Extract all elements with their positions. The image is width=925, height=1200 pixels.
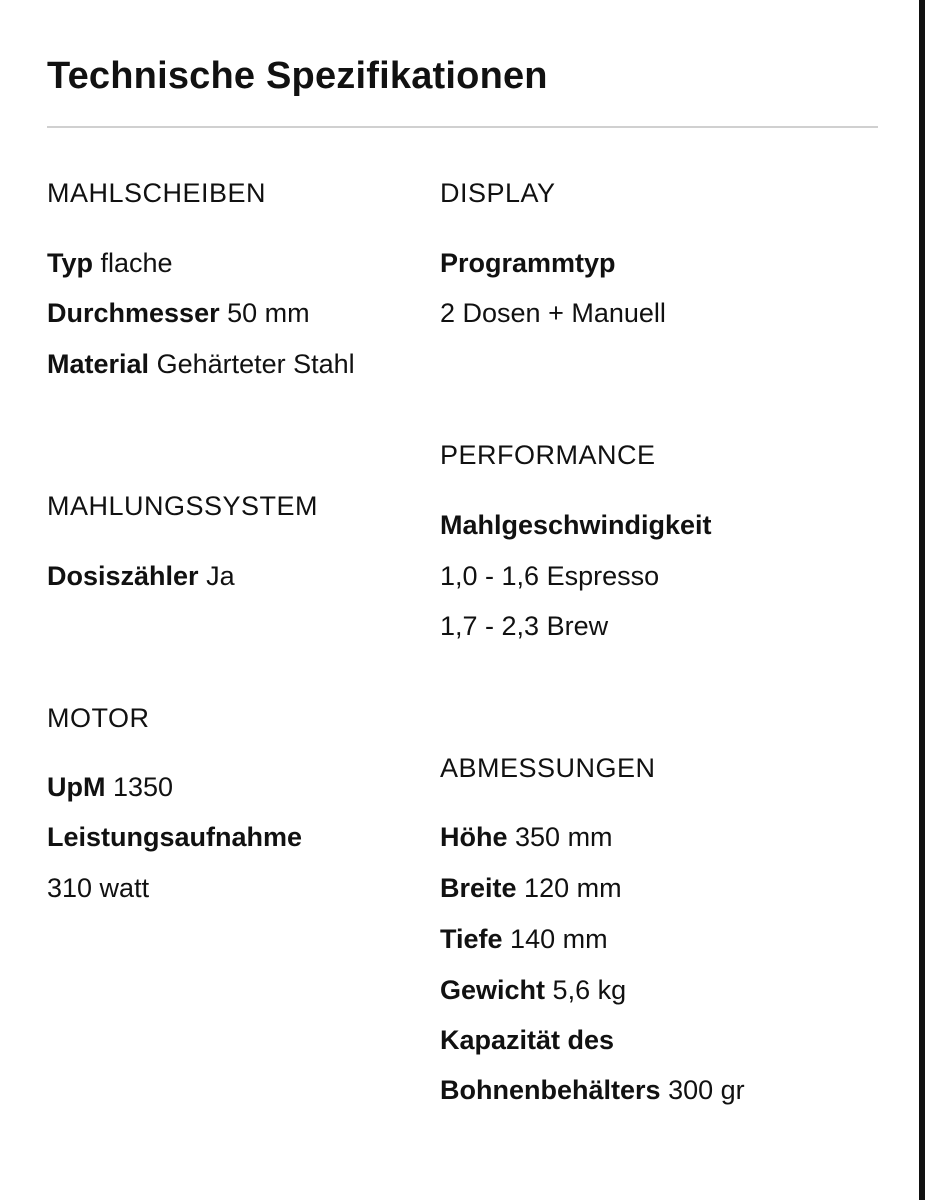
spec-row-breite [440,873,622,904]
spec-row-mahlgeschwindigkeit [440,510,712,541]
section-heading-mahlscheiben: MAHLSCHEIBEN [47,178,267,208]
spec-value: Ja [206,561,235,591]
spec-row-kapazitaet [440,1025,614,1056]
spec-label: Typ [47,248,93,278]
spec-label: Tiefe [440,924,503,954]
spec-row-upm [47,772,173,803]
spec-value: 1350 [113,772,174,802]
spec-value: flache [100,248,173,278]
spec-label: Höhe [440,822,508,852]
spec-value: 310 watt [47,873,150,903]
spec-row-tiefe [440,924,608,955]
section-heading-motor: MOTOR [47,703,150,733]
page-edge [919,0,925,1200]
spec-row-material [47,349,355,380]
spec-row-programmtyp [440,248,616,279]
spec-value: Gehärteter Stahl [156,349,355,379]
spec-row-bohnenbehaelter [440,1075,745,1106]
section-heading-abmessungen: ABMESSUNGEN [440,753,656,783]
spec-label: Leistungsaufnahme [47,822,303,852]
spec-value: 50 mm [227,298,310,328]
spec-row-espresso [440,561,659,592]
section-heading-display: DISPLAY [440,178,556,208]
spec-row-typ [47,248,173,279]
spec-row-durchmesser [47,298,310,329]
spec-label: Breite [440,873,517,903]
spec-value: 350 mm [515,822,613,852]
spec-value: 1,7 - 2,3 Brew [440,611,609,641]
spec-value: 300 gr [668,1075,745,1105]
spec-label: Material [47,349,150,379]
spec-row-leistungsaufnahme-value [47,873,149,904]
spec-row-hoehe [440,822,613,853]
spec-row-brew [440,611,608,642]
section-heading-mahlungssystem: MAHLUNGSSYSTEM [47,491,319,521]
spec-value: 5,6 kg [552,975,627,1005]
spec-row-programmtyp-value [440,298,666,329]
spec-value: 140 mm [510,924,608,954]
section-heading-performance: PERFORMANCE [440,440,656,470]
spec-label: Gewicht [440,975,546,1005]
spec-value: 120 mm [524,873,622,903]
spec-row-leistungsaufnahme [47,822,302,853]
spec-label: Kapazität des [440,1025,615,1055]
spec-value: 1,0 - 1,6 Espresso [440,561,660,591]
spec-value: 2 Dosen + Manuell [440,298,666,328]
spec-label: Mahlgeschwindigkeit [440,510,712,540]
spec-label: Dosiszähler [47,561,199,591]
spec-label: UpM [47,772,106,802]
page-title: Technische Spezifikationen [47,55,548,97]
title-divider [47,126,878,128]
spec-label: Programmtyp [440,248,616,278]
spec-row-dosiszaehler [47,561,235,592]
spec-label: Durchmesser [47,298,220,328]
spec-label: Bohnenbehälters [440,1075,661,1105]
spec-row-gewicht [440,975,626,1006]
